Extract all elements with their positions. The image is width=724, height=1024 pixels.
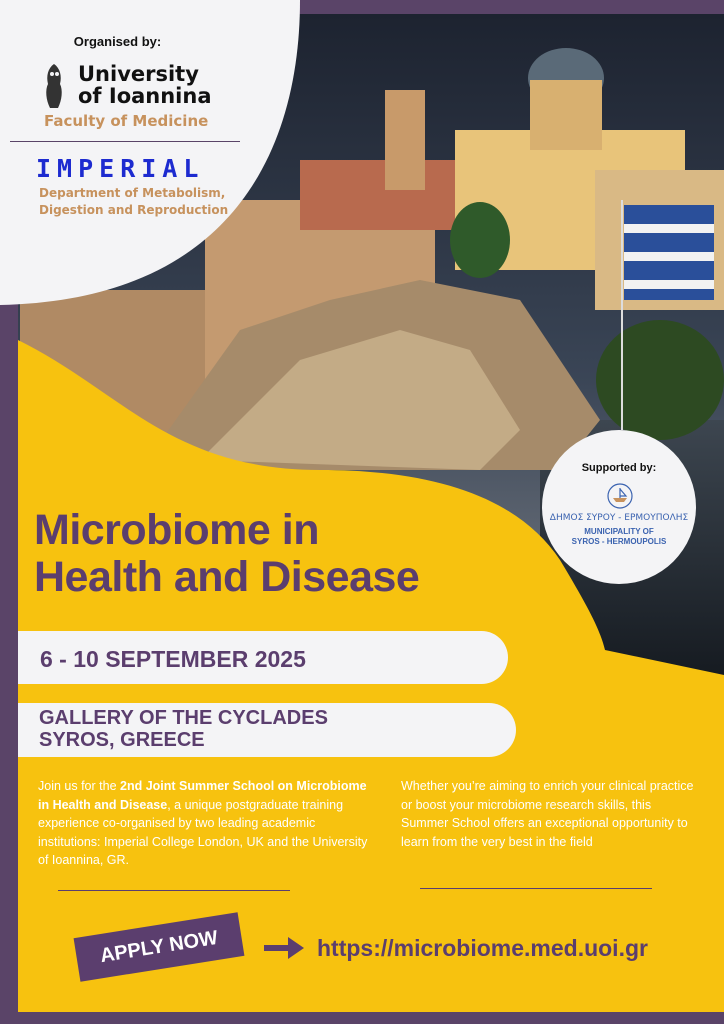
imperial-department-line1: Department of Metabolism, [39,186,226,200]
venue-line2: SYROS, GREECE [39,729,205,751]
left-rule [58,890,290,891]
municipality-line2: SYROS - HERMOUPOLIS [571,537,667,546]
description-right: Whether you’re aiming to enrich your clinical practice or boost your microbiome research skills, this Summer School offers an exceptional opportunity to learn from the very best in the field [401,779,694,849]
faculty-name: Faculty of Medicine [44,112,209,130]
imperial-department-line2: Digestion and Reproduction [39,203,229,217]
university-name-line1: University [78,62,199,86]
municipality-line1: MUNICIPALITY OF [584,527,654,536]
venue-line1: GALLERY OF THE CYCLADES [39,707,328,729]
description-rest: , a unique postgraduate training experience co-organised by two leading academic institutions: Imperial College London, UK and the University of Ioannina, GR. [38,797,368,867]
description-intro: Join us for the [38,779,120,793]
imperial-logo: IMPERIAL [36,154,205,183]
university-name [78,63,212,107]
event-title [34,507,419,601]
organiser-divider [10,141,240,142]
event-venue [39,707,328,751]
owl-emblem-icon [42,62,66,110]
apply-now-label[interactable]: APPLY NOW [98,926,220,968]
event-dates: 6 - 10 SEPTEMBER 2025 [40,646,306,672]
event-title-line2: Health and Disease [34,553,420,601]
university-name-line2: of Ioannina [78,84,212,108]
municipality-english-name [542,527,696,547]
municipality-greek-name: ΔΗΜΟΣ ΣΥΡΟΥ - ΕΡΜΟΥΠΟΛΗΣ [549,513,689,523]
supported-by-label: Supported by: [581,462,657,474]
imperial-department [39,185,228,219]
description-highlight: 2nd Joint Summer School on Microbiome in Health and Disease [38,779,367,812]
arrow-right-icon [262,934,306,962]
ship-emblem-icon [607,483,633,509]
website-link[interactable]: https://microbiome.med.uoi.gr [317,935,648,961]
event-title-line1: Microbiome in [34,506,319,554]
description-left [38,777,378,870]
organised-by-label: Organised by: [73,34,162,49]
right-rule [420,888,652,889]
